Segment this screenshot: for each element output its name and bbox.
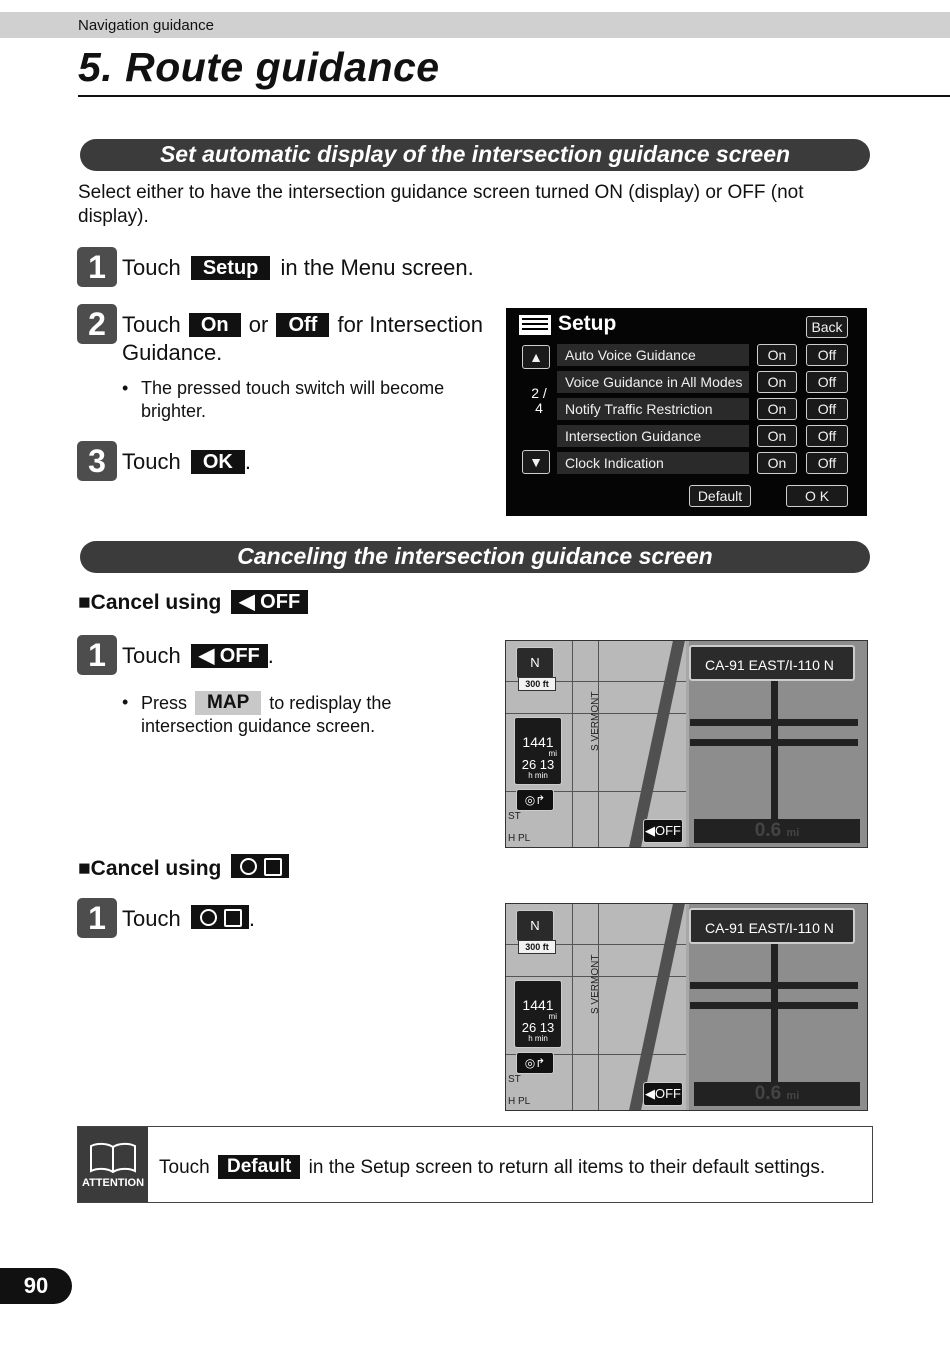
map-scale: 300 ft: [518, 940, 556, 954]
step-1-text: [122, 254, 474, 282]
distance-value: 1441: [522, 997, 554, 1013]
header-bar: [0, 12, 950, 38]
on-button[interactable]: On: [757, 371, 797, 393]
map-street: [572, 904, 573, 1110]
off-button[interactable]: Off: [806, 371, 848, 393]
scroll-down-icon[interactable]: ▼: [522, 450, 550, 474]
distance-time-panel: [514, 980, 562, 1048]
page-indicator: 2 / 4: [531, 385, 547, 416]
step-number: 1: [77, 898, 117, 938]
step-text: Touch: [122, 643, 181, 668]
map-street: [572, 641, 573, 847]
section-banner-canceling: Canceling the intersection guidance screen: [80, 541, 870, 573]
street-name-banner: CA-91 EAST/I-110 N: [689, 645, 855, 681]
setup-row-label: Clock Indication: [557, 452, 749, 474]
bullet-text: to redisplay the: [269, 693, 392, 713]
setup-row-label: Auto Voice Guidance: [557, 344, 749, 366]
off-arrow-key: ◀ OFF: [231, 590, 308, 614]
step-text: .: [248, 906, 255, 931]
step-text: Touch: [122, 312, 181, 337]
page-number: 90: [0, 1268, 72, 1304]
attention-icon-panel: [78, 1127, 148, 1202]
off-button[interactable]: Off: [806, 425, 848, 447]
off-button[interactable]: Off: [806, 344, 848, 366]
on-button[interactable]: On: [757, 425, 797, 447]
cancel-off-step-text: [122, 642, 274, 670]
bullet-text: The pressed touch switch will become brighter.: [141, 378, 445, 421]
step-3-text: [122, 448, 251, 476]
time-unit: h min: [528, 1034, 548, 1043]
step-number: 1: [77, 635, 117, 675]
attention-text: [159, 1155, 825, 1180]
street-label: H PL: [508, 1096, 531, 1107]
on-button[interactable]: On: [757, 344, 797, 366]
step-text: .: [267, 643, 274, 668]
map-scale: 300 ft: [518, 677, 556, 691]
bullet-text: Press: [141, 693, 188, 713]
book-icon: [89, 1141, 137, 1175]
setup-row-label: Intersection Guidance: [557, 425, 749, 447]
off-arrow-key: ◀ OFF: [191, 644, 268, 668]
street-label: ST: [508, 1074, 521, 1085]
intersection-road: [771, 681, 778, 831]
ok-button[interactable]: O K: [786, 485, 848, 507]
next-distance: [694, 819, 860, 843]
ok-key: OK: [191, 450, 245, 474]
guidance-toggle-icon: [191, 905, 249, 929]
off-button[interactable]: ◀OFF: [643, 1082, 683, 1106]
step-text: or: [248, 312, 269, 337]
off-button[interactable]: Off: [806, 398, 848, 420]
time-value: 26 13: [521, 1020, 555, 1035]
next-distance-unit: mi: [786, 827, 800, 839]
page-title: 5. Route guidance: [78, 44, 440, 90]
next-distance: [694, 1082, 860, 1106]
setup-key: Setup: [191, 256, 271, 280]
step-text: Guidance.: [122, 340, 223, 365]
on-button[interactable]: On: [757, 452, 797, 474]
distance-time-panel: [514, 717, 562, 785]
road-label: S VERMONT: [590, 954, 601, 1014]
setup-list-icon: [518, 314, 552, 336]
step-text: Touch: [122, 906, 181, 931]
street-name-banner: CA-91 EAST/I-110 N: [689, 908, 855, 944]
off-key: Off: [276, 313, 329, 337]
step-text: Touch: [122, 449, 181, 474]
attention-label: ATTENTION: [81, 1177, 145, 1189]
cancel-icon-heading: [78, 854, 289, 881]
map-key: MAP: [195, 691, 261, 715]
step-text: .: [244, 449, 251, 474]
step-number: 3: [77, 441, 117, 481]
section-label: Navigation guidance: [78, 17, 214, 34]
step-text: for Intersection: [337, 312, 483, 337]
road-label: S VERMONT: [590, 691, 601, 751]
street-label: H PL: [508, 833, 531, 844]
next-distance-unit: mi: [786, 1090, 800, 1102]
section-intro: Select either to have the intersection guidance screen turned ON (display) or OFF (not display).: [78, 182, 804, 227]
next-distance-value: 0.6: [754, 1083, 782, 1104]
attention-text-part: in the Setup screen to return all items to their default settings.: [308, 1157, 826, 1178]
attention-text-part: Touch: [159, 1157, 210, 1178]
distance-unit: mi: [548, 1012, 557, 1021]
setup-row-label: Voice Guidance in All Modes: [557, 371, 749, 393]
back-button[interactable]: Back: [806, 316, 848, 338]
compass-icon[interactable]: N: [516, 910, 554, 942]
intersection-road: [771, 944, 778, 1094]
guidance-screen-icon[interactable]: ◎↱: [516, 789, 554, 811]
compass-icon[interactable]: N: [516, 647, 554, 679]
map-screen-image: [505, 903, 868, 1111]
distance-unit: mi: [548, 749, 557, 758]
heading-text: ■Cancel using: [78, 591, 222, 614]
step-number: 2: [77, 304, 117, 344]
default-key: Default: [218, 1155, 300, 1179]
map-screen-image: [505, 640, 868, 848]
step-2-text: [122, 311, 492, 367]
off-button[interactable]: Off: [806, 452, 848, 474]
bullet-text: intersection guidance screen.: [141, 716, 376, 736]
next-distance-value: 0.6: [754, 820, 782, 841]
setup-row-label: Notify Traffic Restriction: [557, 398, 749, 420]
cancel-off-heading: [78, 590, 308, 615]
on-key: On: [189, 313, 241, 337]
on-button[interactable]: On: [757, 398, 797, 420]
time-unit: h min: [528, 771, 548, 780]
guidance-toggle-icon: [231, 854, 289, 878]
scroll-up-icon[interactable]: ▲: [522, 345, 550, 369]
setup-title: Setup: [558, 312, 617, 335]
step-text: Touch: [122, 255, 181, 280]
default-button[interactable]: Default: [689, 485, 751, 507]
step-number: 1: [77, 247, 117, 287]
time-value: 26 13: [521, 757, 555, 772]
guidance-screen-icon[interactable]: ◎↱: [516, 1052, 554, 1074]
street-label: ST: [508, 811, 521, 822]
cancel-icon-step-text: [122, 905, 255, 933]
off-button[interactable]: ◀OFF: [643, 819, 683, 843]
step-text: in the Menu screen.: [280, 255, 474, 280]
title-divider: [78, 95, 950, 97]
distance-value: 1441: [522, 734, 554, 750]
heading-text: ■Cancel using: [78, 857, 222, 880]
section-banner-automatic-display: Set automatic display of the intersection guidance screen: [80, 139, 870, 171]
